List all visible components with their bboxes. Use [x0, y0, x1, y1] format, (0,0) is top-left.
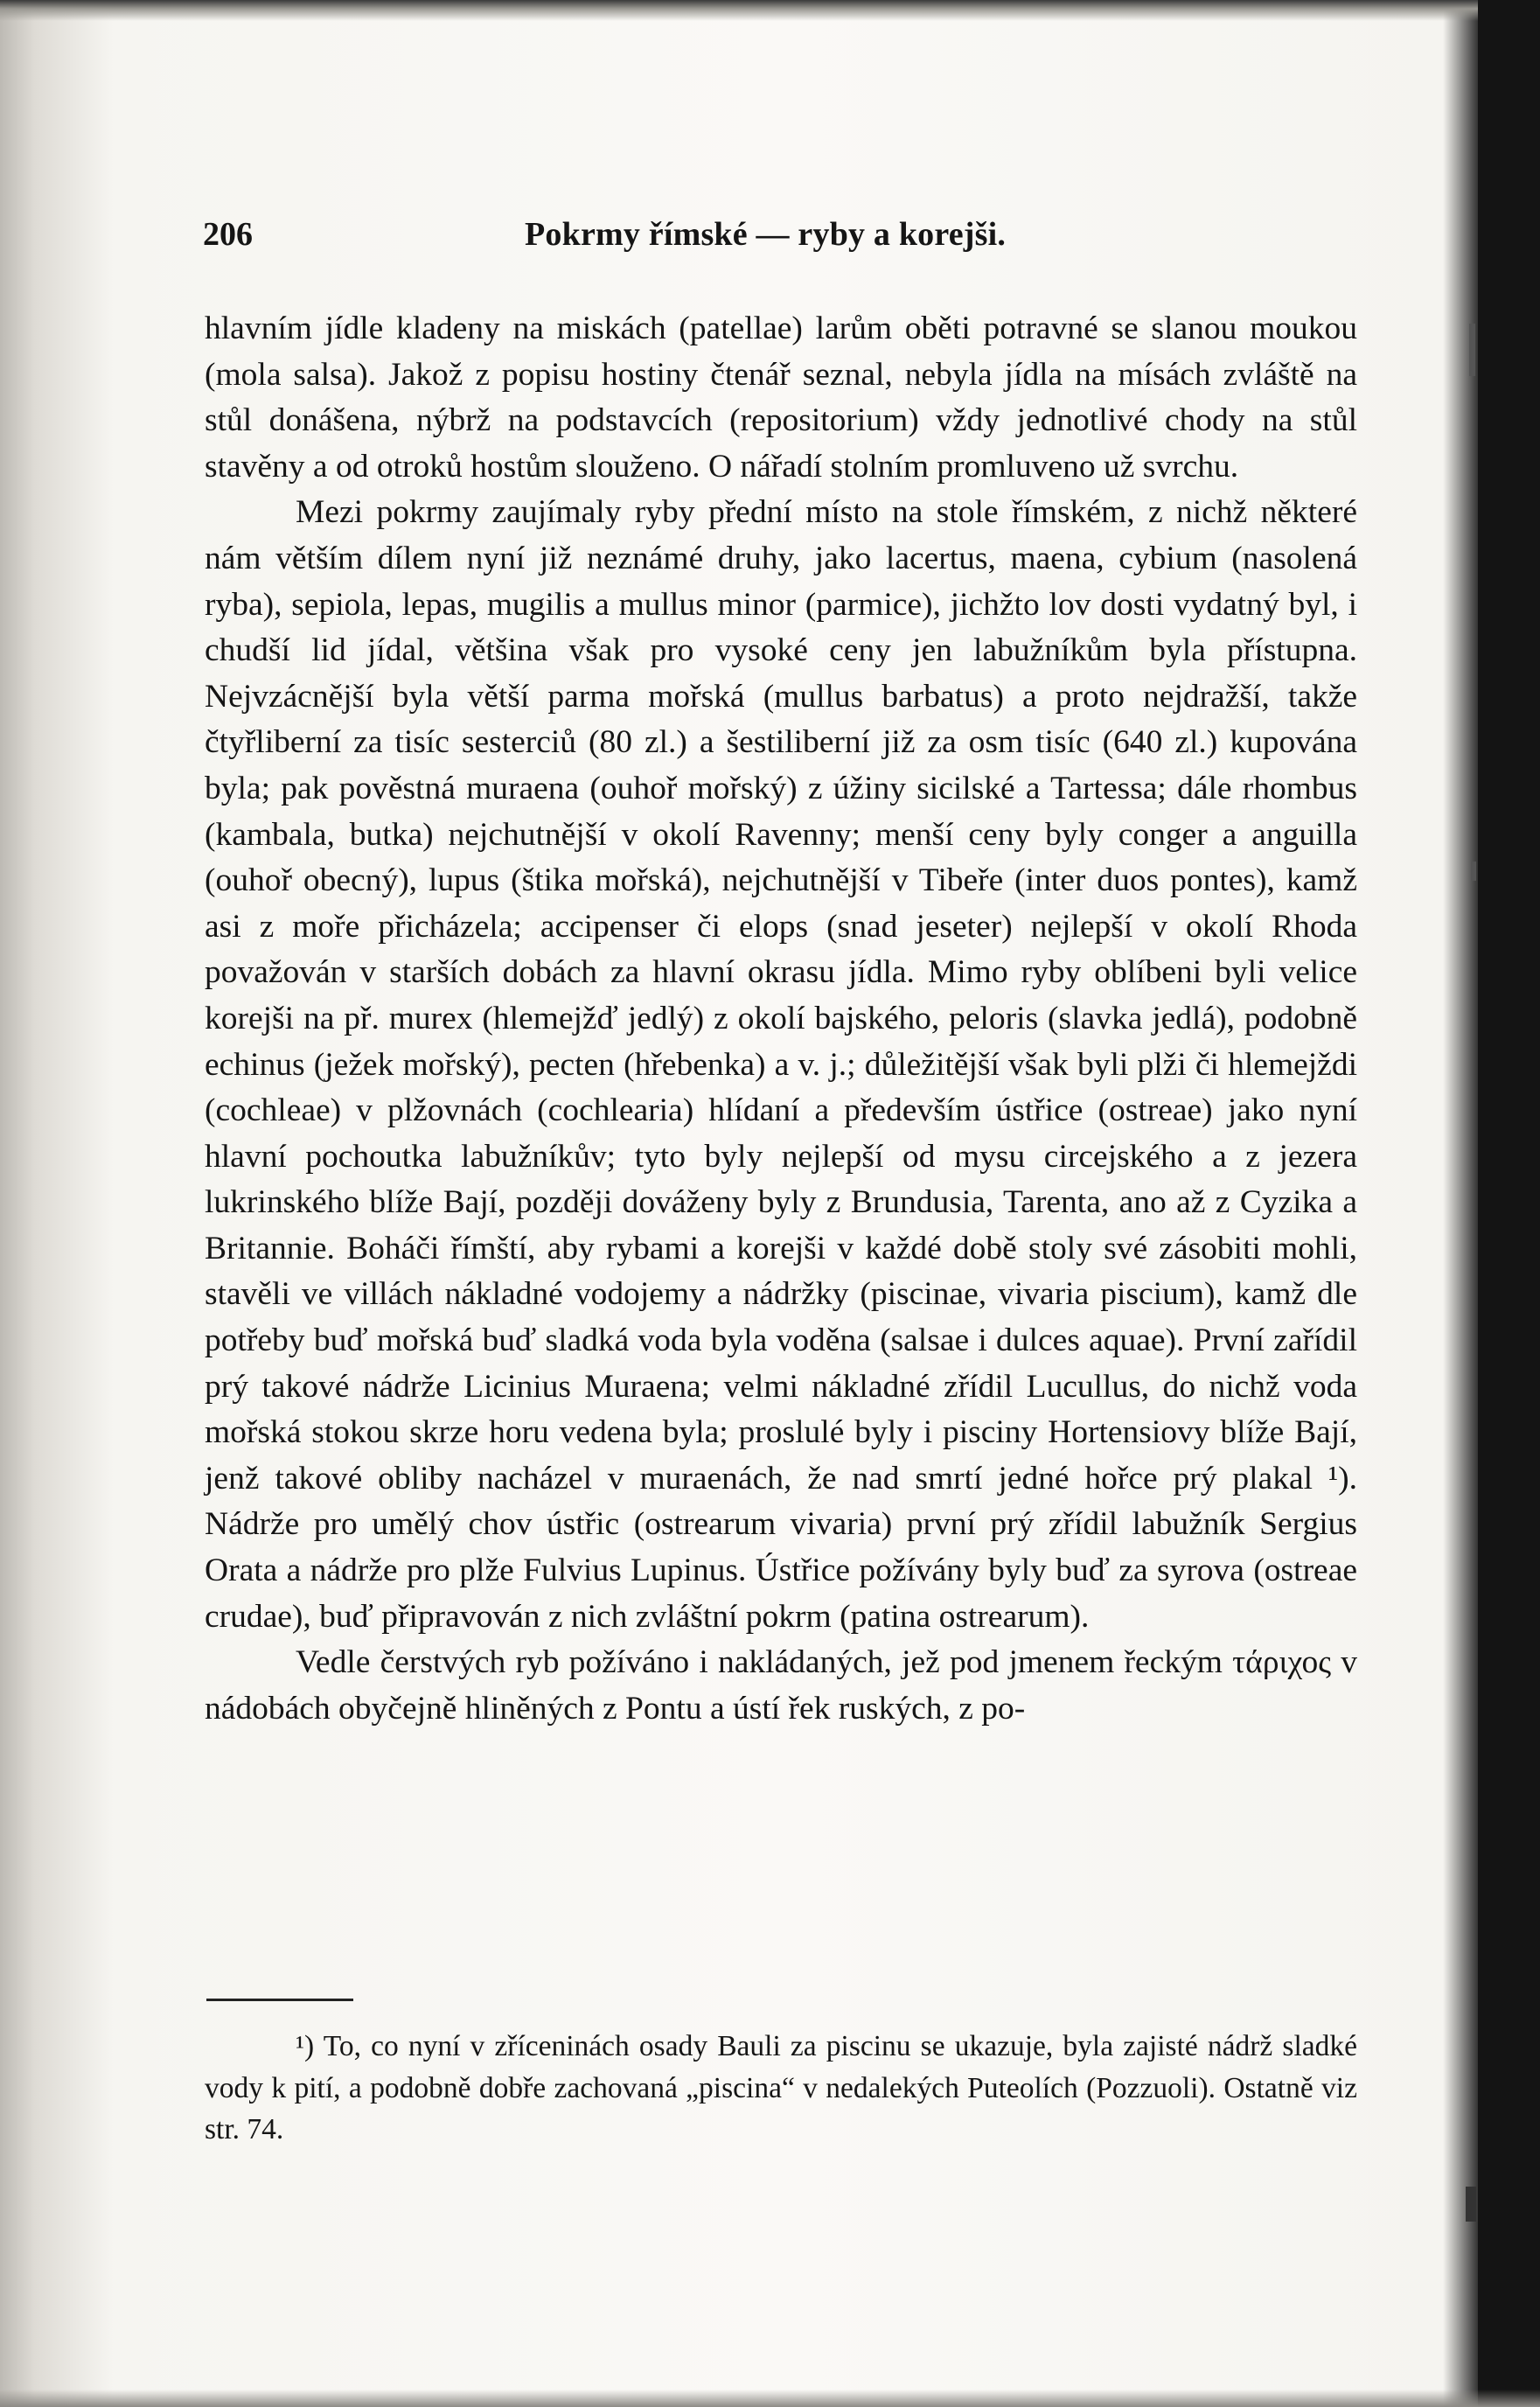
scan-speck — [1471, 862, 1476, 881]
paragraph: hlavním jídle kladeny na miskách (patellae) larům oběti potravné se slanou moukou (mola salsa). Jakož z popisu hostiny čtenář seznal, nebyla jídla na mísách zvláště na stůl donášena, nýbrž na podstavcích (repositorium) vždy jednotlivé chody na stůl stavěny a od otroků hostům slouženo. O nářadí stolním promluveno už svrchu. — [205, 310, 1357, 485]
scan-speck — [1469, 324, 1475, 376]
footnote-text: ¹) To, co nyní v zříceninách osady Bauli za piscinu se ukazuje, byla zajisté nádrž sladké vody k pití, a podobně dobře zachovaná „piscina“ v nedalekých Puteolích (Pozzuoli). Ostatně viz str. 74. — [205, 2030, 1357, 2145]
page-number: 206 — [203, 216, 253, 253]
paragraph: Mezi pokrmy zaujímaly ryby přední místo na stole římském, z nichž některé nám větším dílem nyní již neznámé druhy, jako lacertus, maena, cybium (nasolená ryba), sepiola, lepas, mugilis a mullus minor (parmice), jichžto lov dosti vydatný byl, i chudší lid jídal, většina však pro vysoké ceny jen labužníkům byla přístupna. Nejvzácnější byla větší parma mořská (mullus barbatus) a proto nejdražší, takže čtyřliberní za tisíc sesterciů (80 zl.) a šestiliberní již za osm tisíc (640 zl.) kupována byla; pak pověstná muraena (ouhoř mořský) z úžiny sicilské a Tartessa; dále rhombus (kambala, butka) nejchutnější v okolí Ravenny; menší ceny byly conger a anguilla (ouhoř obecný), lupus (štika mořská), nejchutnější v Tibeře (inter duos pontes), kamž asi z moře přicházela; accipenser či elops (snad jeseter) nejlepší v okolí Rhoda považován v starších dobách za hlavní okrasu jídla. Mimo ryby oblíbeni byli velice korejši na př. murex (hlemejžď jedlý) z okolí bajského, peloris (slavka jedlá), podobně echinus (ježek mořský), pecten (hřebenka) a v. j.; důležitější však byli plži či hlemejždi (cochleae) v plžovnách (cochlearia) hlídaní a především ústřice (ostreae) jako nyní hlavní pochoutka labužníkův; tyto byly nejlepší od mysu circejského a z jezera lukrinského blíže Bají, později dováženy byly z Brundusia, Tarenta, ano až z Cyzika a Britannie. Boháči římští, aby rybami a korejši v každé době stoly své zásobiti mohli, stavěli ve villách nákladné vodojemy a nádržky (piscinae, vivaria piscium), kamž dle potřeby buď mořská buď sladká voda byla voděna (salsae i dulces aquae). První zařídil prý takové nádrže Licinius Muraena; velmi nákladné zřídil Lucullus, do nichž voda mořská stokou skrze horu vedena byla; proslulé byly i pisciny Hortensiovy blíže Bají, jenž takové obliby nacházel v muraenách, že nad smrtí jedné hořce prý plakal ¹). Nádrže pro umělý chov ústřic (ostrearum vivaria) první prý zřídil labužník Sergius Orata a nádrže pro plže Fulvius Lupinus. Ústřice požívány byly buď za syrova (ostreae crudae), buď připravován z nich zvláštní pokrm (patina ostrearum). — [205, 494, 1357, 1635]
scan-top-edge — [0, 0, 1540, 21]
footnote-divider — [206, 1999, 353, 2001]
body-text — [205, 306, 1357, 1732]
running-title: Pokrmy římské — ryby a korejši. — [525, 216, 1007, 253]
scan-speck — [1466, 2187, 1476, 2222]
scan-right-edge — [1478, 0, 1540, 2407]
paragraph: Vedle čerstvých ryb požíváno i nakládaných, jež pod jmenem řeckým τάριχος v nádobách obyčejně hliněných z Pontu a ústí řek ruských, z po- — [205, 1644, 1357, 1727]
footnote — [205, 2026, 1357, 2151]
page-header — [203, 215, 1027, 268]
scan-bottom-edge — [0, 2390, 1540, 2407]
